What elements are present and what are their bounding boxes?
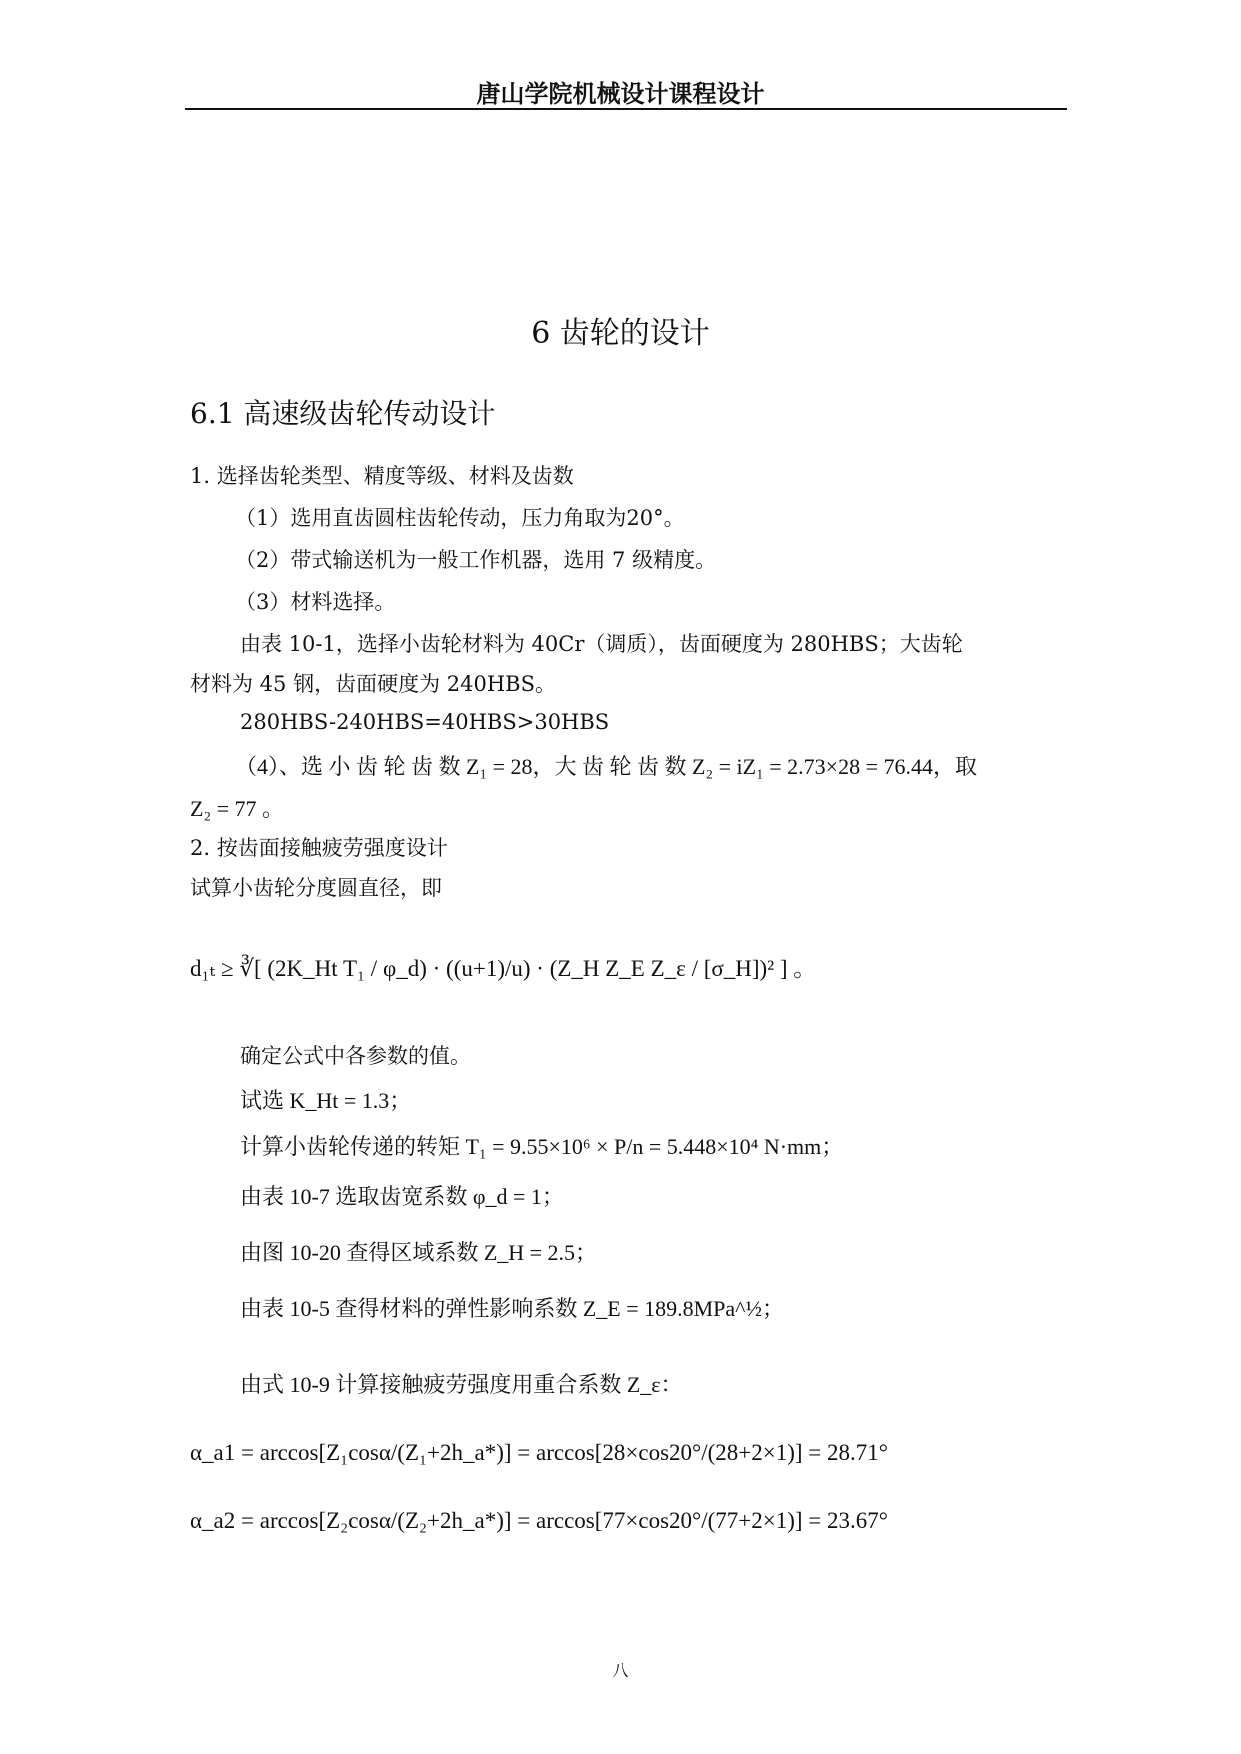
header-rule xyxy=(185,108,1067,110)
param-zeps: 由式 10-9 计算接触疲劳强度用重合系数 Z_ε： xyxy=(240,1372,683,1397)
param-kht: 试选 K_Ht = 1.3； xyxy=(240,1088,412,1113)
param-intro: 确定公式中各参数的值。 xyxy=(240,1044,471,1068)
param-ze: 由表 10-5 查得材料的弹性影响系数 Z_E = 189.8MPa^½； xyxy=(240,1296,784,1321)
step-1-heading: 1. 选择齿轮类型、精度等级、材料及齿数 xyxy=(190,464,574,488)
alpha-a1-equation: α_a1 = arccos[Z₁cosα/(Z₁+2h_a*)] = arccos[28×cos20°/(28+2×1)] = 28.71° xyxy=(190,1440,888,1465)
param-torque: 计算小齿轮传递的转矩 T₁ = 9.55×10⁶ × P/n = 5.448×10⁴ N·mm； xyxy=(240,1134,844,1159)
item-4-teeth-cont: Z₂ = 77 。 xyxy=(190,796,285,821)
material-line-2: 材料为 45 钢，齿面硬度为 240HBS。 xyxy=(190,672,556,696)
material-line-1: 由表 10-1，选择小齿轮材料为 40Cr（调质），齿面硬度为 280HBS；大齿轮 xyxy=(240,632,963,656)
item-3: （3）材料选择。 xyxy=(235,590,396,614)
step-2-heading: 2. 按齿面接触疲劳强度设计 xyxy=(190,836,448,860)
page-number: 八 xyxy=(612,1661,629,1680)
chapter-title: 6 齿轮的设计 xyxy=(531,316,710,351)
item-2: （2）带式输送机为一般工作机器，选用 7 级精度。 xyxy=(235,548,717,572)
hardness-difference: 280HBS-240HBS=40HBS>30HBS xyxy=(240,710,610,734)
pitch-diameter-formula: d₁ₜ ≥ ∛[ (2K_Ht T₁ / φ_d) · ((u+1)/u) · (Z_H Z_E Z_ε / [σ_H])² ] 。 xyxy=(190,956,817,981)
alpha-a2-equation: α_a2 = arccos[Z₂cosα/(Z₂+2h_a*)] = arccos[77×cos20°/(77+2×1)] = 23.67° xyxy=(190,1508,888,1533)
param-phi-d: 由表 10-7 选取齿宽系数 φ_d = 1； xyxy=(240,1184,564,1209)
item-4-teeth: （4）、选 小 齿 轮 齿 数 Z₁ = 28，大 齿 轮 齿 数 Z₂ = iZ₁ = 2.73×28 = 76.44，取 xyxy=(235,754,977,779)
param-zh: 由图 10-20 查得区域系数 Z_H = 2.5； xyxy=(240,1240,598,1265)
page-header-title: 唐山学院机械设计课程设计 xyxy=(476,80,765,108)
item-1: （1）选用直齿圆柱齿轮传动，压力角取为20°。 xyxy=(235,506,685,530)
section-title: 6.1 高速级齿轮传动设计 xyxy=(190,397,496,430)
step-2-intro: 试算小齿轮分度圆直径，即 xyxy=(190,876,442,900)
